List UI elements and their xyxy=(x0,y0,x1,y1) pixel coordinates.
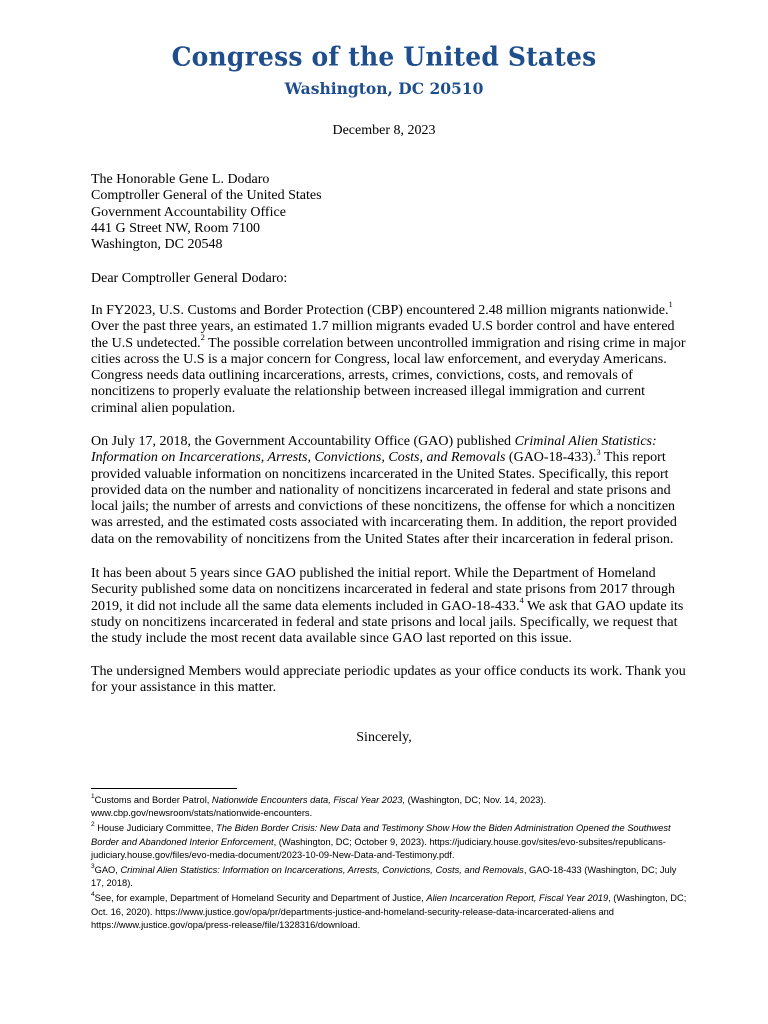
paragraph-2 xyxy=(91,434,691,548)
footnote-ref-4: 4 xyxy=(519,594,524,605)
salutation: Dear Comptroller General Dodaro: xyxy=(91,271,288,286)
footnote-number: 1 xyxy=(91,792,95,800)
footnote-title: Criminal Alien Statistics: Information on Incarcerations, Arrests, Convictions, Costs, and Removals xyxy=(120,865,524,876)
recipient-office: Government Accountability Office xyxy=(91,204,286,220)
footnote-2 xyxy=(91,822,691,862)
p1-text-b: Over the past three years, an estimated 1.7 million migrants evaded U.S border control and have entered the U.S undetected. xyxy=(91,319,675,351)
footnote-text: , GAO-18-433 (Washington, DC; July 17, 2018). xyxy=(91,865,677,889)
footnote-title: The Biden Border Crisis: New Data and Testimony Show How the Biden Administration Opened the Southwest Border and Abandoned Interior Enforcement xyxy=(91,823,671,847)
p2-report-title: Criminal Alien Statistics: Information on Incarcerations, Arrests, Convictions, Costs, and Removals xyxy=(91,434,657,466)
letter-date: December 8, 2023 xyxy=(332,123,436,138)
footnote-text: , (Washington, DC; Oct. 16, 2020). https://www.justice.gov/opa/pr/departments-justice-and-homeland-security-release-data-incarcerated-aliens and https://www.justice.gov/opa/press-release/file/1328316/download. xyxy=(91,893,687,930)
footnote-title: Alien Incarceration Report, Fiscal Year 2019 xyxy=(426,893,609,904)
footnote-ref-3: 3 xyxy=(596,446,601,457)
recipient-street: 441 G Street NW, Room 7100 xyxy=(91,220,261,236)
letterhead xyxy=(0,40,768,100)
footnote-text: GAO, xyxy=(94,865,121,876)
footnote-4 xyxy=(91,892,691,932)
footnote-ref-2: 2 xyxy=(200,331,205,342)
p2-text-a: On July 17, 2018, the Government Accountability Office (GAO) published xyxy=(91,434,515,449)
p2-text-c: This report provided valuable information on noncitizens incarcerated in the United States. Specifically, this report provided data on the number and nationality of noncitizens incarcerated in federal and state prisons and local jails; the number of arrests and convictions of these noncitizens, the offense for which a noncitizen was arrested, and the estimated costs associated with incarcerating them. In addition, the report provided data on the removability of noncitizens from the United States after their incarceration in federal prison. xyxy=(91,450,677,547)
footnote-text: , (Washington, DC; October 9, 2023). https://judiciary.house.gov/sites/evo-subsites/republicans-judiciary.house.gov/files/evo-media-document/2023-10-09-New-Data-and-Testimony.pdf. xyxy=(91,836,666,860)
p3-text-b: We ask that GAO update its study on noncitizens incarcerated in federal and state prisons and local jails. Specifically, we request that the study include the most recent data available since GAO last reported on this issue. xyxy=(91,598,684,647)
footnote-title: Nationwide Encounters data, Fiscal Year 2023, xyxy=(211,795,406,805)
p2-text-b: (GAO-18-433). xyxy=(505,450,597,466)
recipient-address xyxy=(91,172,691,253)
footnote-divider xyxy=(91,788,237,789)
footnote-ref-1: 1 xyxy=(668,299,673,310)
footnote-number: 4 xyxy=(91,891,95,899)
footnotes xyxy=(91,794,691,934)
closing: Sincerely, xyxy=(356,730,412,745)
recipient-title: Comptroller General of the United States xyxy=(91,188,322,204)
p1-text-a: In FY2023, U.S. Customs and Border Protection (CBP) encountered 2.48 million migrants nationwide. xyxy=(91,303,669,318)
footnote-text: Customs and Border Patrol, xyxy=(94,795,212,805)
footnote-number: 2 xyxy=(91,821,95,829)
letterhead-title: Congress of the United States xyxy=(171,41,597,72)
recipient-name: The Honorable Gene L. Dodaro xyxy=(91,172,270,187)
footnote-1 xyxy=(91,794,691,820)
footnote-number: 3 xyxy=(91,862,95,870)
paragraph-4: The undersigned Members would appreciate periodic updates as your office conducts its work. Thank you for your assistance in this matter. xyxy=(91,664,686,696)
letterhead-subtitle: Washington, DC 20510 xyxy=(284,79,484,98)
footnote-text: See, for example, Department of Homeland Security and Department of Justice, xyxy=(94,893,427,904)
recipient-city: Washington, DC 20548 xyxy=(91,237,223,253)
footnote-text: House Judiciary Committee, xyxy=(94,823,217,834)
p3-text-a: It has been about 5 years since GAO published the initial report. While the Department of Homeland Security published some data on noncitizens incarcerated in federal and state prisons from 2017 through 2019, it did not include all the same data elements included in GAO-18-433. xyxy=(91,566,675,614)
paragraph-1 xyxy=(91,299,691,417)
footnote-text: (Washington, DC; Nov. 14, 2023). www.cbp.gov/newsroom/stats/nationwide-encounters. xyxy=(91,795,547,819)
p1-text-c: The possible correlation between uncontrolled immigration and rising crime in major cities across the U.S is a major concern for Congress, local law enforcement, and everyday Americans. Congress needs data outlining incarcerations, arrests, crimes, convictions, costs, and removals of noncitizens to properly evaluate the relationship between increased illegal immigration and current criminal alien population. xyxy=(91,335,686,416)
footnote-3 xyxy=(91,864,691,890)
paragraph-3 xyxy=(91,566,691,647)
